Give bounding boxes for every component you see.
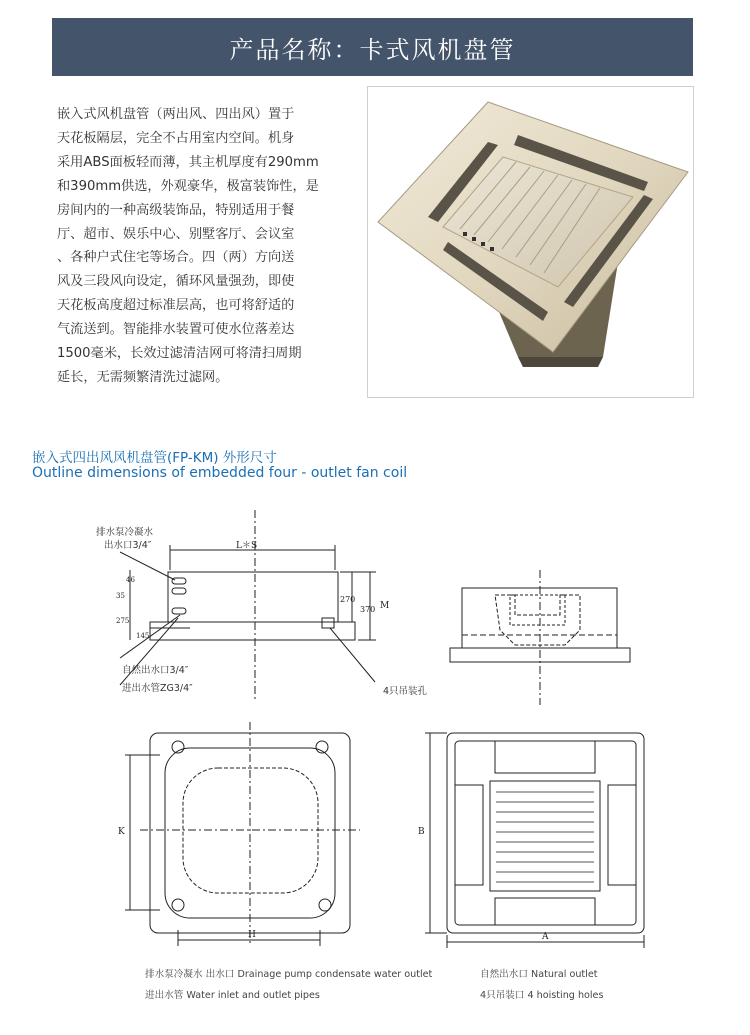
dim-label-46: 46 [126, 576, 135, 584]
label-natural-outlet: 自然出水口3/4″ [122, 665, 189, 676]
intro-line: 天花板隔层，完全不占用室内空间。机身 [57, 130, 295, 146]
intro-line: 嵌入式风机盘管（两出风、四出风）置于 [57, 107, 295, 122]
title-bar [52, 18, 693, 76]
intro-paragraph [57, 103, 357, 390]
legend-inlet: 进出水管 Water inlet and outlet pipes [145, 990, 320, 1001]
intro-line: 风及三段风向设定，循环风量强劲，即使 [57, 274, 295, 290]
dim-label-h: H [248, 930, 256, 940]
dim-label-a: A [542, 932, 549, 942]
intro-line: 天花板高度超过标准层高，也可将舒适的 [57, 298, 295, 314]
section-title-en: Outline dimensions of embedded four - outlet fan coil [32, 465, 408, 481]
dim-label-35: 35 [116, 592, 125, 600]
panel-side [150, 622, 355, 640]
intro-line: 1500毫米，长效过滤清洁网可将清扫周期 [57, 346, 302, 362]
intro-line: 房间内的一种高级装饰品，特别适用于餐 [57, 202, 295, 218]
legend-drain: 排水泵冷凝水 出水口 Drainage pump condensate water outlet [145, 969, 433, 980]
intro-line: 采用ABS面板轻而薄，其主机厚度有290mm [57, 154, 319, 170]
dim-label-k: K [118, 827, 125, 837]
dimension-drawing [0, 500, 750, 960]
dim-label-ls: L＊S [236, 541, 258, 551]
dim-label-270: 270 [340, 595, 356, 604]
intro-line: 厅、超市、娱乐中心、别墅客厅、会议室 [57, 226, 295, 242]
dim-label-145: 145 [136, 632, 150, 640]
dim-label-b: B [418, 827, 425, 837]
unit-body-side [168, 572, 338, 622]
label-drain-outlet-size: 出水口3/4″ [104, 540, 152, 551]
legend-holes: 4只吊装口 4 hoisting holes [480, 990, 604, 1001]
cassette-unit-illustration [368, 87, 693, 397]
label-inlet-pipes: 进出水管ZG3/4″ [122, 683, 193, 694]
label-drain-outlet: 排水泵冷凝水 [96, 527, 154, 538]
legend-natural: 自然出水口 Natural outlet [480, 969, 598, 980]
dim-label-370: 370 [360, 605, 376, 614]
product-photo [367, 86, 694, 398]
dim-label-m: M [380, 601, 390, 611]
page-title: 产品名称：卡式风机盘管 [229, 35, 516, 64]
section-title-cn: 嵌入式四出风风机盘管(FP-KM) 外形尺寸 [32, 450, 277, 466]
intro-line: 延长，无需频繁清洗过滤网。 [57, 369, 229, 385]
intro-line: 气流送到。智能排水装置可使水位落差达 [57, 322, 295, 338]
dim-label-275: 275 [116, 617, 130, 625]
intro-line: 和390mm供选，外观豪华，极富装饰性，是 [57, 178, 319, 194]
intro-line: 、各种户式住宅等场合。四（两）方向送 [57, 250, 295, 266]
label-hoisting-holes: 4只吊装孔 [383, 686, 428, 697]
plan-grille [490, 781, 600, 891]
plan-outline-right [447, 733, 644, 933]
